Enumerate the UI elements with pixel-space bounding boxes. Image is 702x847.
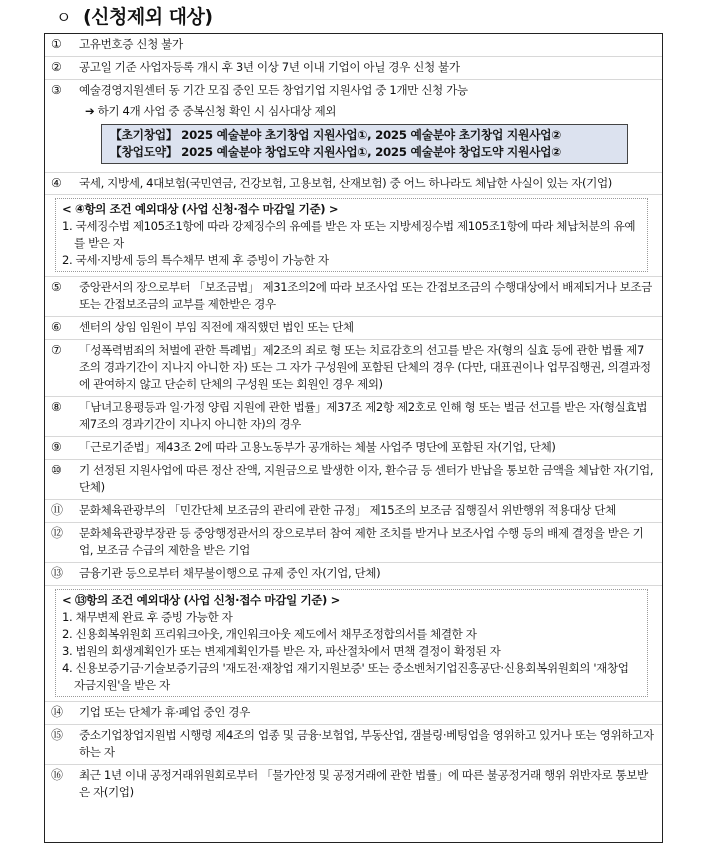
item-text: 기 선정된 지원사업에 따른 정산 잔액, 지원금으로 발생한 이자, 환수금 등 센터가 반납을 통보한 금액을 체납한 자(기업, 단체)	[79, 463, 654, 494]
list-item	[45, 725, 662, 765]
item-number: ⑯	[51, 768, 63, 782]
item-text: 「근로기준법」제43조 2에 따라 고용노동부가 공개하는 체불 사업주 명단에 포함된 자(기업, 단체)	[79, 440, 556, 454]
exception-line: 2. 신용회복위원회 프리워크아웃, 개인워크아웃 제도에서 채무조정합의서를 체결한 자	[62, 627, 477, 641]
item-number: ②	[51, 60, 62, 74]
list-item	[45, 173, 662, 195]
item-number: ⑧	[51, 400, 62, 414]
exception-header: < ④항의 조건 예외대상 (사업 신청·접수 마감일 기준) >	[62, 202, 339, 216]
item-text: 문화체육관광부장관 등 중앙행정관서의 장으로부터 참여 제한 조치를 받거나 보조사업 수행 등의 배제 결정을 받은 기업, 보조금 수급의 제한을 받은 기업	[79, 526, 644, 557]
bullet-icon: ㅇ	[56, 8, 71, 27]
item-text: 금융기관 등으로부터 채무불이행으로 규제 중인 자(기업, 단체)	[79, 566, 381, 580]
item-number: ⑩	[51, 463, 62, 477]
item-number: ⑮	[51, 728, 63, 742]
item-number: ③	[51, 83, 62, 97]
list-item	[45, 397, 662, 437]
exclusion-criteria-box	[44, 33, 663, 843]
list-item	[45, 437, 662, 460]
item-text: 「성폭력범죄의 처벌에 관한 특례법」제2조의 죄로 형 또는 치료감호의 선고를 받은 자(형의 실효 등에 관한 법률 제7조의 경과기간이 지나지 아니한 자) 또는 그 자가 구성원에 포함된 단체의 경우 (다만, 대표권이나 업무집행권, 의결과정에 관여하지 않고 단순히 단체의 구성원 또는 회원인 경우 제외)	[79, 343, 651, 391]
section-title	[56, 2, 213, 29]
section-title-text: (신청제외 대상)	[82, 6, 213, 28]
item-number: ⑪	[51, 503, 63, 517]
exception-line: 1. 채무변제 완료 후 증빙 가능한 자	[62, 610, 233, 624]
item-text: 고유번호증 신청 불가	[79, 37, 183, 51]
item-number: ⑤	[51, 280, 62, 294]
item-text: 예술경영지원센터 동 기간 모집 중인 모든 창업기업 지원사업 중 1개만 신청 가능	[79, 83, 468, 97]
exception-box-13	[55, 589, 648, 697]
highlight-line: 【창업도약】 2025 예술분야 창업도약 지원사업①, 2025 예술분야 창업도약 지원사업②	[110, 145, 561, 159]
list-item	[45, 563, 662, 586]
item-text: 공고일 기준 사업자등록 개시 후 3년 이상 7년 이내 기업이 아닐 경우 신청 불가	[79, 60, 460, 74]
exception-line: 3. 법원의 회생계획인가 또는 변제계획인가를 받은 자, 파산절차에서 면책 결정이 확정된 자	[62, 644, 501, 658]
item-text: 중앙관서의 장으로부터 「보조금법」 제31조의2에 따라 보조사업 또는 간접보조금의 수행대상에서 배제되거나 보조금 또는 간접보조금의 교부를 제한받은 경우	[79, 280, 652, 311]
list-item	[45, 523, 662, 563]
exception-line: 2. 국세·지방세 등의 특수채무 변제 후 증빙이 가능한 자	[62, 253, 329, 267]
highlight-line: 【초기창업】 2025 예술분야 초기창업 지원사업①, 2025 예술분야 초기창업 지원사업②	[110, 128, 561, 142]
exception-box-4	[55, 198, 648, 272]
item-number: ⑥	[51, 320, 62, 334]
list-item	[45, 702, 662, 725]
list-item	[45, 765, 662, 804]
list-item	[45, 80, 662, 173]
item-text: 중소기업창업지원법 시행령 제4조의 업종 및 금융·보험업, 부동산업, 갬블링·베팅업을 영위하고 있거나 또는 영위하고자 하는 자	[79, 728, 654, 759]
highlight-box	[101, 124, 628, 164]
item-text: 「남녀고용평등과 일·가정 양립 지원에 관한 법률」제37조 제2항 제2호로 인해 형 또는 벌금 선고를 받은 자(형실효법 제7조의 경과기간이 지나지 아니한 자)의 경우	[79, 400, 648, 431]
item-number: ⑬	[51, 566, 63, 580]
exception-line: 4. 신용보증기금·기술보증기금의 '재도전·재창업 재기지원보증' 또는 중소벤처기업진흥공단·신용회복위원회의 '재창업 자금지원'을 받은 자	[62, 661, 629, 692]
item-text: 문화체육관광부의 「민간단체 보조금의 관리에 관한 규정」 제15조의 보조금 집행질서 위반행위 적용대상 단체	[79, 503, 616, 517]
item-number: ④	[51, 176, 62, 190]
list-item	[45, 340, 662, 397]
item-number: ⑫	[51, 526, 63, 540]
item-text: 기업 또는 단체가 휴·폐업 중인 경우	[79, 705, 250, 719]
list-item	[45, 277, 662, 317]
item-number: ⑦	[51, 343, 62, 357]
item-number: ①	[51, 37, 62, 51]
exception-4-section	[45, 198, 662, 277]
list-item	[45, 500, 662, 523]
item-text: 국세, 지방세, 4대보험(국민연금, 건강보험, 고용보험, 산재보험) 중 어느 하나라도 체납한 사실이 있는 자(기업)	[79, 176, 612, 190]
list-item	[45, 57, 662, 80]
item-text: 센터의 상임 임원이 부임 직전에 재직했던 법인 또는 단체	[79, 320, 354, 334]
list-item	[45, 317, 662, 340]
item-text: 최근 1년 이내 공정거래위원회로부터 「물가안정 및 공정거래에 관한 법률」에 따른 불공정거래 행위 위반자로 통보받은 자(기업)	[79, 768, 648, 799]
exception-13-section	[45, 589, 662, 702]
list-item	[45, 460, 662, 500]
exception-header: < ⑬항의 조건 예외대상 (사업 신청·접수 마감일 기준) >	[62, 593, 340, 607]
item-number: ⑭	[51, 705, 63, 719]
item-number: ⑨	[51, 440, 62, 454]
exception-line: 1. 국세징수법 제105조1항에 따라 강제징수의 유예를 받은 자 또는 지방세징수법 제105조1항에 따라 체납처분의 유예를 받은 자	[62, 219, 636, 250]
list-item	[45, 34, 662, 57]
sub-note: ➔ 하기 4개 사업 중 중복신청 확인 시 심사대상 제외	[85, 104, 337, 118]
